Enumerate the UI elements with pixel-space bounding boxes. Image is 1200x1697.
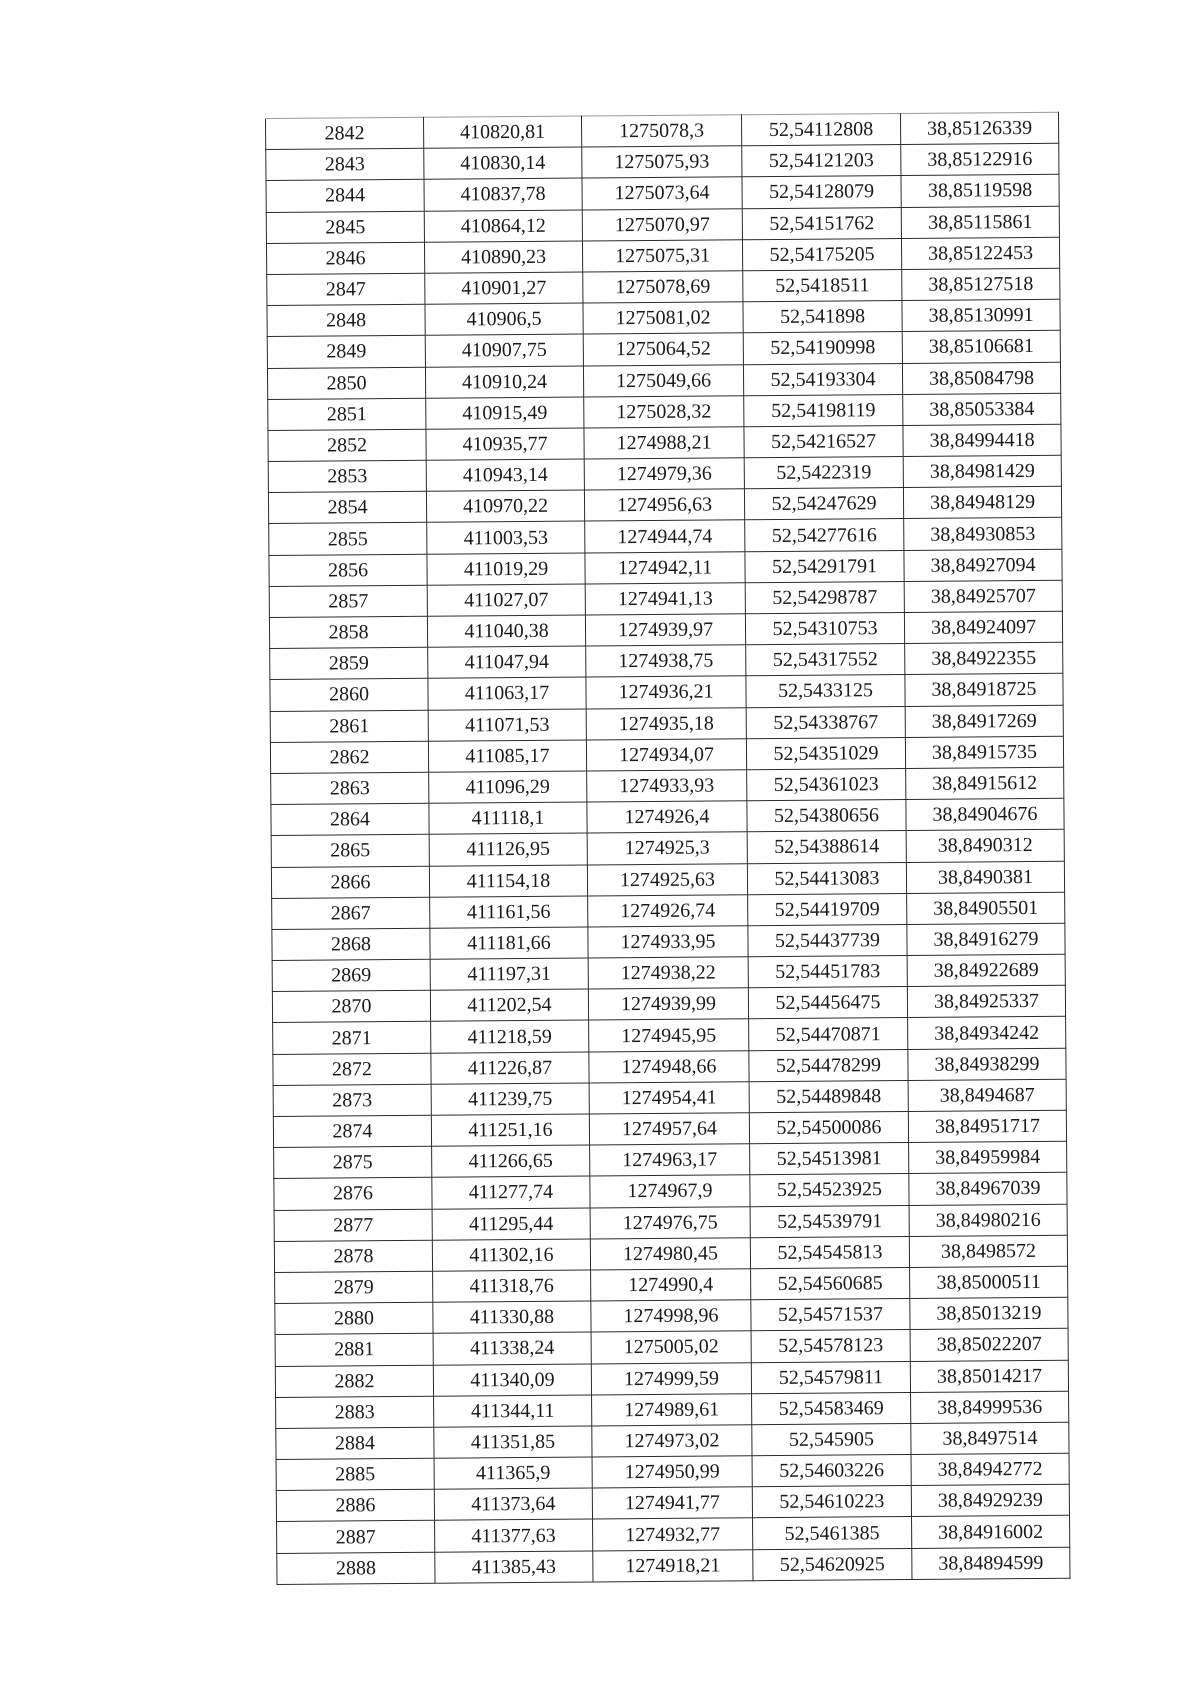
longitude-cell: 38,84915735: [905, 736, 1063, 768]
latitude-cell: 52,54545813: [750, 1236, 909, 1268]
point-number-cell: 2864: [271, 803, 429, 835]
longitude-cell: 38,84930853: [904, 518, 1062, 550]
longitude-cell: 38,85119598: [901, 175, 1059, 207]
x-coordinate-cell: 411071,53: [428, 709, 586, 741]
latitude-cell: 52,54291791: [745, 550, 904, 582]
point-number-cell: 2848: [267, 304, 425, 336]
longitude-cell: 38,85022207: [910, 1329, 1068, 1361]
y-coordinate-cell: 1274980,45: [590, 1237, 750, 1269]
latitude-cell: 52,54456475: [748, 987, 907, 1019]
latitude-cell: 52,54413083: [747, 862, 906, 894]
x-coordinate-cell: 411154,18: [429, 864, 587, 896]
latitude-cell: 52,54539791: [750, 1205, 909, 1237]
longitude-cell: 38,84916002: [912, 1516, 1070, 1548]
y-coordinate-cell: 1274918,21: [593, 1549, 753, 1581]
y-coordinate-cell: 1274939,97: [585, 614, 745, 646]
x-coordinate-cell: 411318,76: [433, 1270, 591, 1302]
point-number-cell: 2879: [275, 1271, 433, 1303]
latitude-cell: 52,54112808: [741, 114, 900, 146]
latitude-cell: 52,5422319: [744, 457, 903, 489]
x-coordinate-cell: 411266,65: [432, 1145, 590, 1177]
y-coordinate-cell: 1274939,99: [588, 988, 748, 1020]
y-coordinate-cell: 1274941,77: [592, 1487, 752, 1519]
y-coordinate-cell: 1274941,13: [585, 583, 745, 615]
y-coordinate-cell: 1274990,4: [591, 1269, 751, 1301]
y-coordinate-cell: 1274933,93: [587, 770, 747, 802]
y-coordinate-cell: 1275078,69: [583, 271, 743, 303]
longitude-cell: 38,84922689: [907, 954, 1065, 986]
x-coordinate-cell: 411003,53: [427, 521, 585, 553]
x-coordinate-cell: 410915,49: [426, 397, 584, 429]
latitude-cell: 52,54603226: [752, 1455, 911, 1487]
latitude-cell: 52,54620925: [753, 1548, 912, 1580]
longitude-cell: 38,84959984: [909, 1141, 1067, 1173]
y-coordinate-cell: 1274938,22: [588, 957, 748, 989]
latitude-cell: 52,54216527: [744, 425, 903, 457]
x-coordinate-cell: 411277,74: [432, 1176, 590, 1208]
point-number-cell: 2854: [268, 491, 426, 523]
longitude-cell: 38,84980216: [909, 1204, 1067, 1236]
longitude-cell: 38,84925707: [904, 580, 1062, 612]
x-coordinate-cell: 411161,56: [430, 896, 588, 928]
point-number-cell: 2861: [270, 710, 428, 742]
longitude-cell: 38,8497514: [911, 1422, 1069, 1454]
x-coordinate-cell: 411197,31: [430, 958, 588, 990]
x-coordinate-cell: 411027,07: [427, 584, 585, 616]
longitude-cell: 38,85014217: [910, 1360, 1068, 1392]
point-number-cell: 2863: [271, 772, 429, 804]
y-coordinate-cell: 1274925,63: [587, 863, 747, 895]
y-coordinate-cell: 1274948,66: [589, 1050, 749, 1082]
latitude-cell: 52,54121203: [742, 145, 901, 177]
latitude-cell: 52,54513981: [750, 1143, 909, 1175]
latitude-cell: 52,54610223: [752, 1486, 911, 1518]
y-coordinate-cell: 1274967,9: [590, 1175, 750, 1207]
point-number-cell: 2878: [274, 1240, 432, 1272]
y-coordinate-cell: 1274942,11: [585, 551, 745, 583]
latitude-cell: 52,54451783: [748, 956, 907, 988]
latitude-cell: 52,545905: [752, 1423, 911, 1455]
longitude-cell: 38,84994418: [903, 424, 1061, 456]
coordinates-table: [265, 112, 1070, 1585]
point-number-cell: 2872: [273, 1053, 431, 1085]
latitude-cell: 52,54388614: [747, 831, 906, 863]
longitude-cell: 38,84918725: [905, 674, 1063, 706]
point-number-cell: 2869: [272, 959, 430, 991]
x-coordinate-cell: 411085,17: [428, 740, 586, 772]
point-number-cell: 2865: [271, 835, 429, 867]
longitude-cell: 38,84929239: [911, 1484, 1069, 1516]
latitude-cell: 52,54579811: [751, 1361, 910, 1393]
y-coordinate-cell: 1274944,74: [585, 520, 745, 552]
x-coordinate-cell: 411118,1: [429, 802, 587, 834]
latitude-cell: 52,54277616: [745, 519, 904, 551]
y-coordinate-cell: 1274989,61: [592, 1393, 752, 1425]
latitude-cell: 52,541898: [743, 301, 902, 333]
point-number-cell: 2852: [268, 429, 426, 461]
latitude-cell: 52,54361023: [747, 768, 906, 800]
y-coordinate-cell: 1274999,59: [591, 1362, 751, 1394]
longitude-cell: 38,84981429: [903, 455, 1061, 487]
latitude-cell: 52,5433125: [746, 675, 905, 707]
latitude-cell: 52,54437739: [748, 924, 907, 956]
longitude-cell: 38,84924097: [904, 611, 1062, 643]
y-coordinate-cell: 1275078,3: [581, 115, 741, 147]
longitude-cell: 38,85115861: [901, 206, 1059, 238]
y-coordinate-cell: 1274979,36: [584, 458, 744, 490]
latitude-cell: 52,54380656: [747, 800, 906, 832]
latitude-cell: 52,54128079: [742, 176, 901, 208]
point-number-cell: 2851: [268, 398, 426, 430]
longitude-cell: 38,84925337: [907, 985, 1065, 1017]
y-coordinate-cell: 1274957,64: [589, 1113, 749, 1145]
latitude-cell: 52,54571537: [751, 1299, 910, 1331]
point-number-cell: 2856: [269, 554, 427, 586]
y-coordinate-cell: 1274956,63: [584, 489, 744, 521]
point-number-cell: 2884: [276, 1427, 434, 1459]
y-coordinate-cell: 1274976,75: [590, 1206, 750, 1238]
latitude-cell: 52,54190998: [743, 332, 902, 364]
x-coordinate-cell: 410820,81: [423, 116, 581, 148]
point-number-cell: 2845: [266, 211, 424, 243]
y-coordinate-cell: 1274934,07: [586, 738, 746, 770]
y-coordinate-cell: 1275075,31: [582, 240, 742, 272]
point-number-cell: 2876: [274, 1178, 432, 1210]
y-coordinate-cell: 1274932,77: [593, 1518, 753, 1550]
latitude-cell: 52,54298787: [745, 581, 904, 613]
y-coordinate-cell: 1274938,75: [586, 645, 746, 677]
latitude-cell: 52,54470871: [749, 1018, 908, 1050]
y-coordinate-cell: 1274973,02: [592, 1425, 752, 1457]
x-coordinate-cell: 411251,16: [431, 1114, 589, 1146]
x-coordinate-cell: 411063,17: [428, 677, 586, 709]
y-coordinate-cell: 1274926,74: [588, 894, 748, 926]
latitude-cell: 52,54198119: [744, 394, 903, 426]
x-coordinate-cell: 411218,59: [431, 1020, 589, 1052]
point-number-cell: 2866: [271, 866, 429, 898]
longitude-cell: 38,84916279: [907, 923, 1065, 955]
y-coordinate-cell: 1274988,21: [584, 427, 744, 459]
x-coordinate-cell: 411330,88: [433, 1301, 591, 1333]
x-coordinate-cell: 411338,24: [433, 1332, 591, 1364]
y-coordinate-cell: 1275075,93: [582, 146, 742, 178]
latitude-cell: 52,54489848: [749, 1080, 908, 1112]
y-coordinate-cell: 1275070,97: [582, 208, 742, 240]
point-number-cell: 2858: [269, 616, 427, 648]
x-coordinate-cell: 411351,85: [434, 1426, 592, 1458]
longitude-cell: 38,8490312: [906, 830, 1064, 862]
latitude-cell: 52,54583469: [752, 1392, 911, 1424]
x-coordinate-cell: 411040,38: [427, 615, 585, 647]
longitude-cell: 38,84948129: [903, 487, 1061, 519]
longitude-cell: 38,84904676: [906, 798, 1064, 830]
longitude-cell: 38,84905501: [907, 892, 1065, 924]
x-coordinate-cell: 411047,94: [428, 646, 586, 678]
longitude-cell: 38,85122916: [901, 143, 1059, 175]
point-number-cell: 2875: [274, 1146, 432, 1178]
longitude-cell: 38,84938299: [908, 1048, 1066, 1080]
x-coordinate-cell: 410943,14: [426, 459, 584, 491]
longitude-cell: 38,85084798: [902, 362, 1060, 394]
longitude-cell: 38,8494687: [908, 1079, 1066, 1111]
point-number-cell: 2877: [274, 1209, 432, 1241]
latitude-cell: 52,54310753: [745, 612, 904, 644]
point-number-cell: 2887: [277, 1521, 435, 1553]
x-coordinate-cell: 411365,9: [434, 1457, 592, 1489]
point-number-cell: 2853: [268, 460, 426, 492]
latitude-cell: 52,54151762: [742, 207, 901, 239]
x-coordinate-cell: 411096,29: [429, 771, 587, 803]
latitude-cell: 52,54523925: [750, 1174, 909, 1206]
longitude-cell: 38,8498572: [909, 1235, 1067, 1267]
point-number-cell: 2862: [270, 741, 428, 773]
point-number-cell: 2870: [272, 990, 430, 1022]
point-number-cell: 2860: [270, 679, 428, 711]
x-coordinate-cell: 411126,95: [429, 833, 587, 865]
point-number-cell: 2846: [266, 242, 424, 274]
longitude-cell: 38,84934242: [908, 1017, 1066, 1049]
longitude-cell: 38,84999536: [911, 1391, 1069, 1423]
longitude-cell: 38,85122453: [901, 237, 1059, 269]
point-number-cell: 2855: [269, 523, 427, 555]
y-coordinate-cell: 1274963,17: [590, 1144, 750, 1176]
point-number-cell: 2868: [272, 928, 430, 960]
x-coordinate-cell: 410910,24: [425, 366, 583, 398]
y-coordinate-cell: 1274935,18: [586, 707, 746, 739]
y-coordinate-cell: 1275028,32: [584, 395, 744, 427]
x-coordinate-cell: 410864,12: [424, 210, 582, 242]
y-coordinate-cell: 1274954,41: [589, 1082, 749, 1114]
x-coordinate-cell: 411302,16: [432, 1239, 590, 1271]
point-number-cell: 2842: [266, 117, 424, 149]
point-number-cell: 2883: [276, 1396, 434, 1428]
latitude-cell: 52,54500086: [749, 1111, 908, 1143]
x-coordinate-cell: 411226,87: [431, 1052, 589, 1084]
x-coordinate-cell: 411295,44: [432, 1208, 590, 1240]
longitude-cell: 38,8490381: [906, 861, 1064, 893]
x-coordinate-cell: 411344,11: [434, 1395, 592, 1427]
x-coordinate-cell: 411202,54: [430, 989, 588, 1021]
x-coordinate-cell: 411019,29: [427, 553, 585, 585]
x-coordinate-cell: 410890,23: [424, 241, 582, 273]
point-number-cell: 2849: [267, 336, 425, 368]
y-coordinate-cell: 1275064,52: [583, 333, 743, 365]
latitude-cell: 52,54317552: [746, 644, 905, 676]
y-coordinate-cell: 1274998,96: [591, 1300, 751, 1332]
latitude-cell: 52,5418511: [743, 269, 902, 301]
longitude-cell: 38,85127518: [902, 268, 1060, 300]
longitude-cell: 38,84967039: [909, 1173, 1067, 1205]
point-number-cell: 2873: [273, 1084, 431, 1116]
y-coordinate-cell: 1275073,64: [582, 177, 742, 209]
y-coordinate-cell: 1274933,95: [588, 926, 748, 958]
longitude-cell: 38,84922355: [905, 642, 1063, 674]
x-coordinate-cell: 410837,78: [424, 178, 582, 210]
table-row: [277, 1547, 1070, 1584]
latitude-cell: 52,54338767: [746, 706, 905, 738]
y-coordinate-cell: 1274926,4: [587, 801, 747, 833]
x-coordinate-cell: 411373,64: [434, 1488, 592, 1520]
x-coordinate-cell: 410901,27: [425, 272, 583, 304]
x-coordinate-cell: 411239,75: [431, 1083, 589, 1115]
point-number-cell: 2885: [276, 1458, 434, 1490]
point-number-cell: 2850: [267, 367, 425, 399]
point-number-cell: 2886: [276, 1489, 434, 1521]
longitude-cell: 38,84915612: [906, 767, 1064, 799]
point-number-cell: 2871: [273, 1022, 431, 1054]
longitude-cell: 38,85053384: [903, 393, 1061, 425]
x-coordinate-cell: 410970,22: [426, 490, 584, 522]
point-number-cell: 2843: [266, 148, 424, 180]
y-coordinate-cell: 1275049,66: [583, 364, 743, 396]
longitude-cell: 38,85013219: [910, 1297, 1068, 1329]
latitude-cell: 52,54193304: [743, 363, 902, 395]
x-coordinate-cell: 410830,14: [424, 147, 582, 179]
latitude-cell: 52,54247629: [744, 488, 903, 520]
y-coordinate-cell: 1275081,02: [583, 302, 743, 334]
y-coordinate-cell: 1274936,21: [586, 676, 746, 708]
point-number-cell: 2844: [266, 180, 424, 212]
point-number-cell: 2867: [272, 897, 430, 929]
coordinates-table-body: [266, 112, 1070, 1584]
latitude-cell: 52,54560685: [751, 1267, 910, 1299]
longitude-cell: 38,84927094: [904, 549, 1062, 581]
x-coordinate-cell: 410907,75: [425, 334, 583, 366]
x-coordinate-cell: 410935,77: [426, 428, 584, 460]
longitude-cell: 38,85106681: [902, 331, 1060, 363]
point-number-cell: 2859: [270, 647, 428, 679]
point-number-cell: 2888: [277, 1552, 435, 1584]
x-coordinate-cell: 411377,63: [435, 1519, 593, 1551]
x-coordinate-cell: 411385,43: [435, 1551, 593, 1583]
point-number-cell: 2874: [273, 1115, 431, 1147]
point-number-cell: 2847: [267, 273, 425, 305]
latitude-cell: 52,54351029: [746, 737, 905, 769]
longitude-cell: 38,84894599: [912, 1547, 1070, 1579]
point-number-cell: 2881: [275, 1334, 433, 1366]
longitude-cell: 38,84951717: [908, 1110, 1066, 1142]
longitude-cell: 38,85130991: [902, 299, 1060, 331]
latitude-cell: 52,54478299: [749, 1049, 908, 1081]
y-coordinate-cell: 1274950,99: [592, 1456, 752, 1488]
longitude-cell: 38,85126339: [900, 112, 1058, 144]
longitude-cell: 38,85000511: [910, 1266, 1068, 1298]
x-coordinate-cell: 410906,5: [425, 303, 583, 335]
latitude-cell: 52,5461385: [753, 1517, 912, 1549]
y-coordinate-cell: 1274945,95: [589, 1019, 749, 1051]
point-number-cell: 2880: [275, 1302, 433, 1334]
x-coordinate-cell: 411181,66: [430, 927, 588, 959]
latitude-cell: 52,54578123: [751, 1330, 910, 1362]
latitude-cell: 52,54175205: [742, 238, 901, 270]
longitude-cell: 38,84942772: [911, 1453, 1069, 1485]
y-coordinate-cell: 1274925,3: [587, 832, 747, 864]
y-coordinate-cell: 1275005,02: [591, 1331, 751, 1363]
x-coordinate-cell: 411340,09: [433, 1363, 591, 1395]
longitude-cell: 38,84917269: [905, 705, 1063, 737]
latitude-cell: 52,54419709: [748, 893, 907, 925]
point-number-cell: 2882: [275, 1365, 433, 1397]
point-number-cell: 2857: [269, 585, 427, 617]
